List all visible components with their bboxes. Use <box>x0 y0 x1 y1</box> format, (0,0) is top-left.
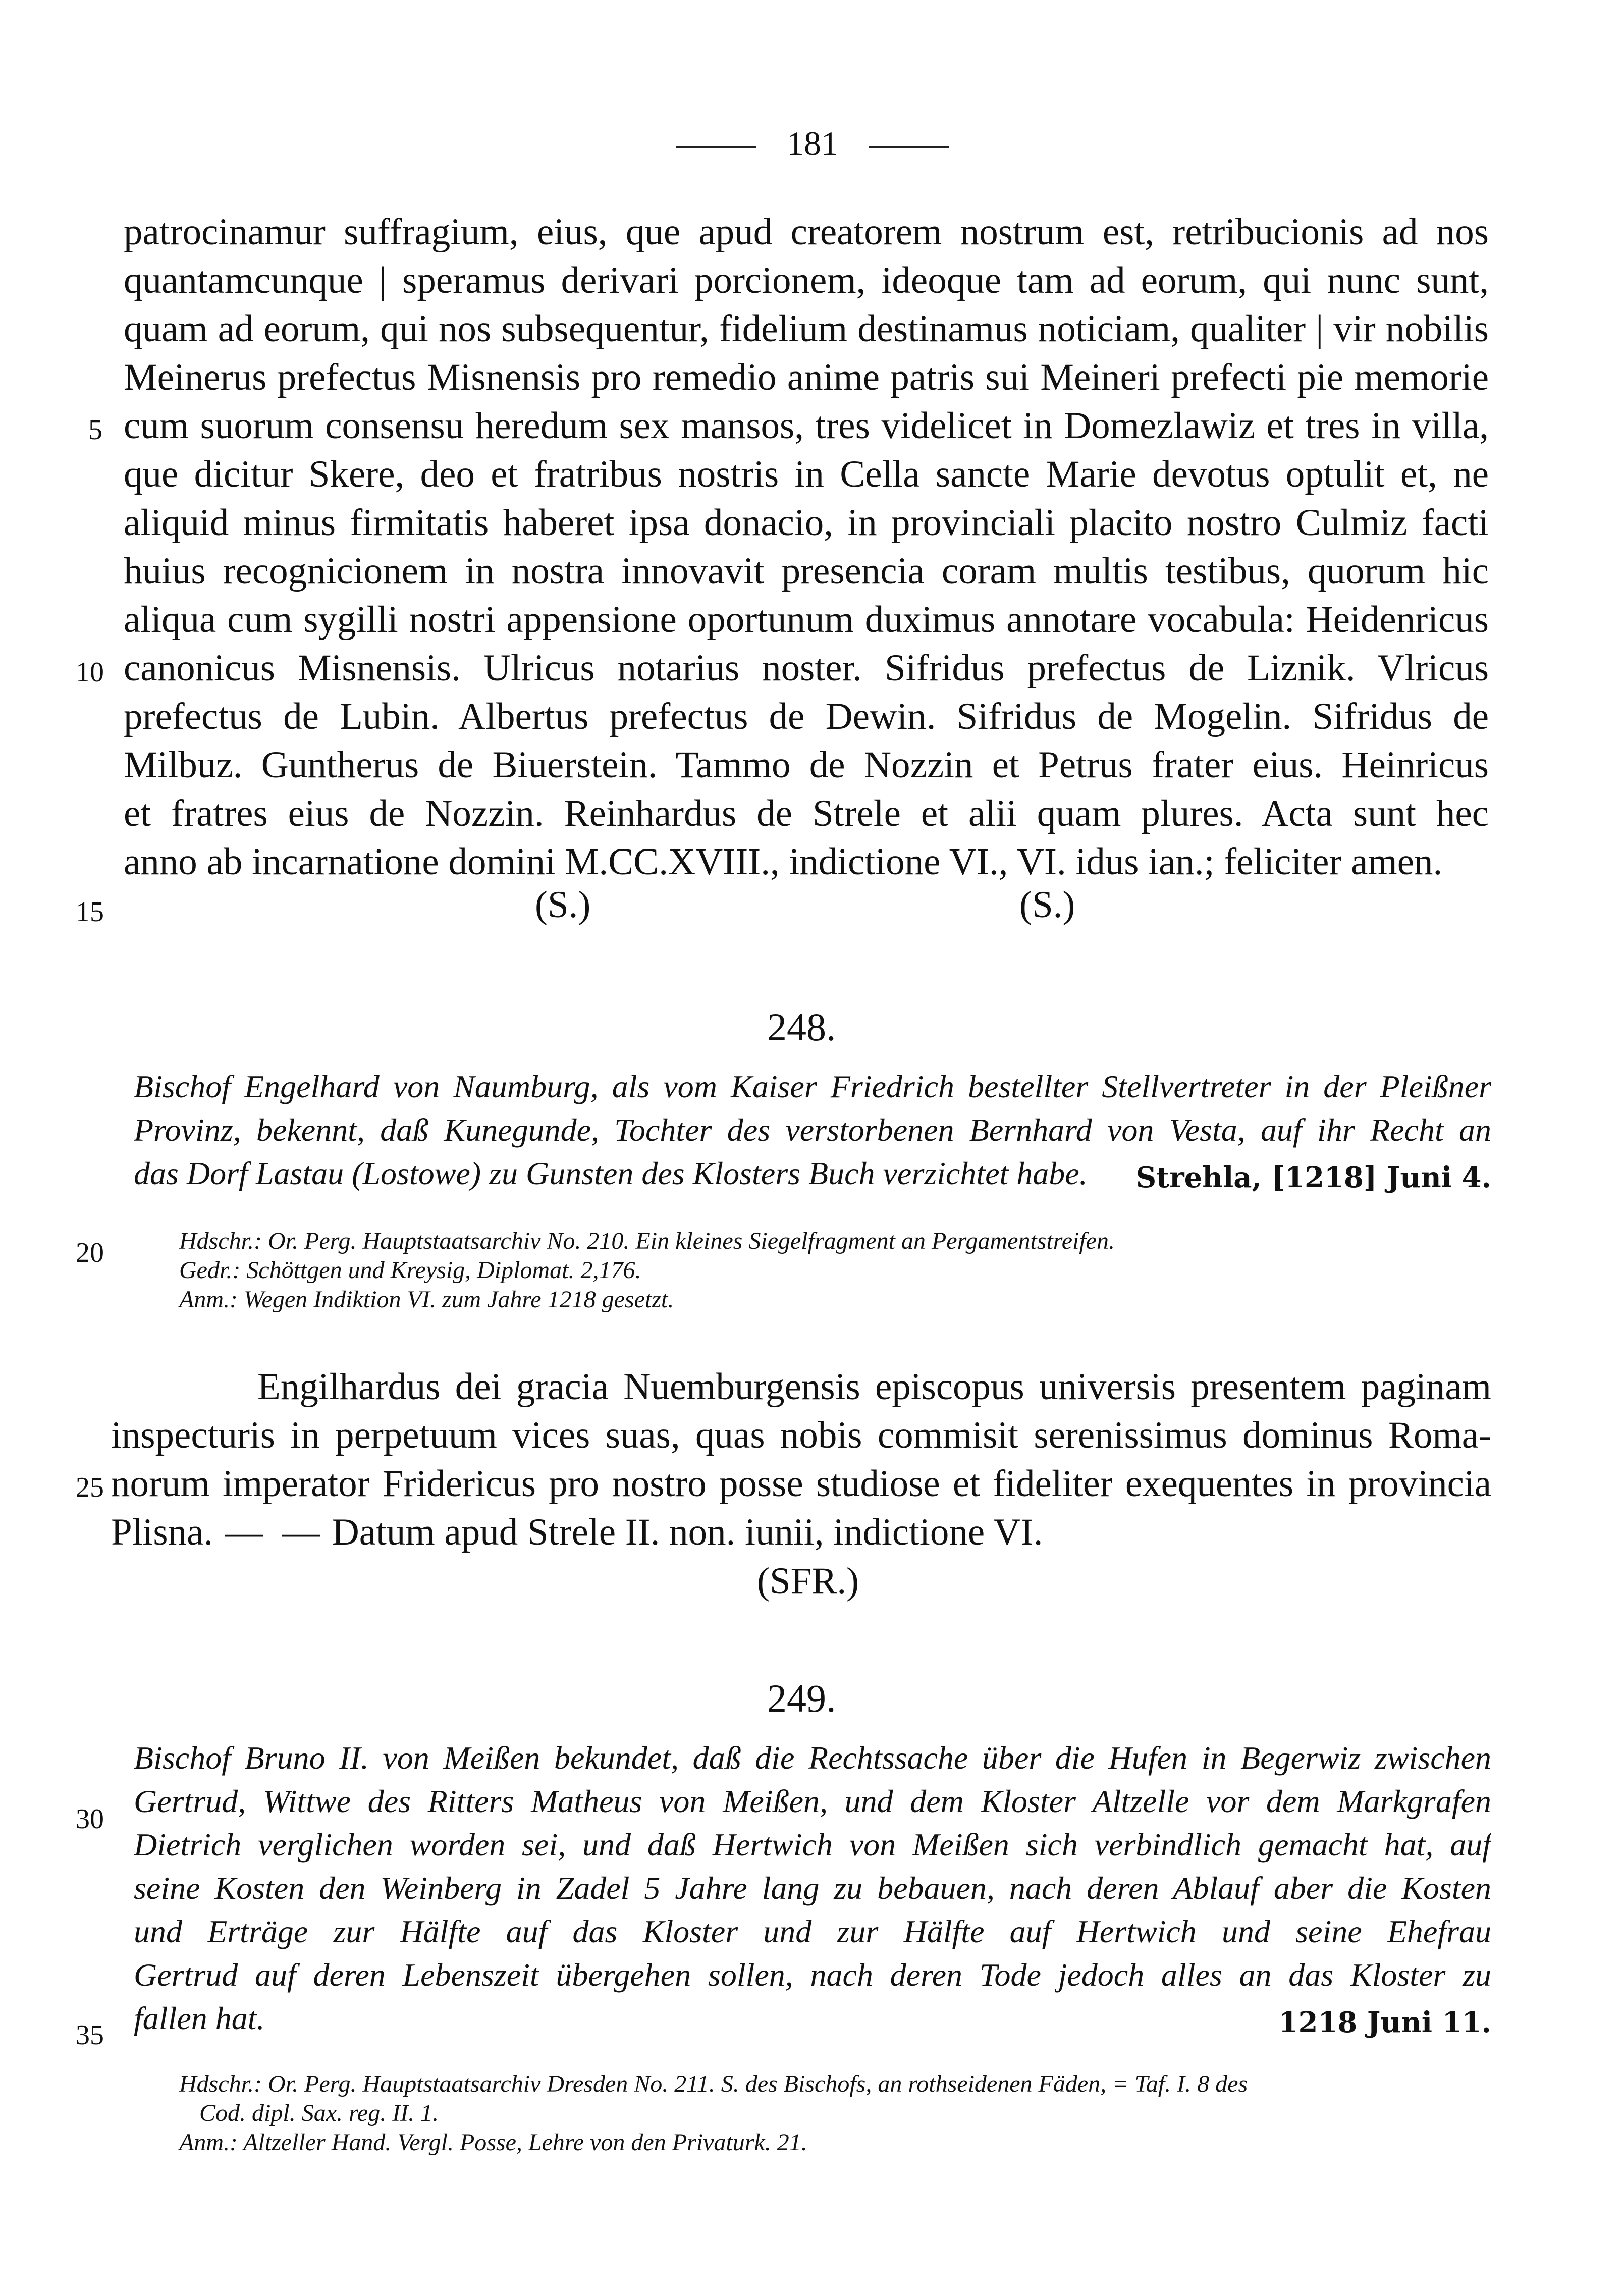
regest-line: fallen hat. 1218 Juni 11. <box>134 1997 1491 2040</box>
regest-line: Gertrud, Wittwe des Ritters Matheus von Meißen, und dem Kloster Altzelle vor dem Markgrafen <box>134 1783 1491 1819</box>
line-number: 10 <box>76 657 104 688</box>
text-line: aliquid minus firmitatis haberet ipsa donacio, in provinciali placito nostro Culmiz facti <box>124 502 1489 544</box>
seal-mark: (S.) <box>535 884 591 926</box>
line-number: 30 <box>76 1803 104 1835</box>
note-line: Hdschr.: Or. Perg. Hauptstaatsarchiv Dresden No. 211. S. des Bischofs, an rothseidenen Fäden, = Taf. I. 8 des <box>179 2070 1248 2097</box>
text-line: aliqua cum sygilli nostri appensione oportunum duximus annotare vocabula: Heidenricus <box>124 599 1489 641</box>
regest-line: das Dorf Lastau (Lostowe) zu Gunsten des Klosters Buch verzichtet habe. Strehla, [1218] Juni 4. <box>134 1152 1491 1195</box>
text-line: Engilhardus dei gracia Nuemburgensis episcopus universis presentem paginam <box>257 1366 1491 1408</box>
doc-date: 1218 Juni 11. <box>1278 2006 1491 2039</box>
line-number: 20 <box>76 1237 104 1268</box>
page-header <box>641 124 984 164</box>
doc248-notes <box>179 1227 1441 1314</box>
header-rule-left <box>676 146 756 148</box>
note-line: Anm.: Wegen Indiktion VI. zum Jahre 1218 gesetzt. <box>179 1286 674 1313</box>
prev-charter-text <box>124 208 1489 886</box>
text-line: patrocinamur suffragium, eius, que apud creatorem nostrum est, retribucionis ad nos <box>124 211 1489 253</box>
regest-line: Gertrud auf deren Lebenszeit übergehen sollen, nach deren Tode jedoch alles an das Kloster zu <box>134 1957 1491 1993</box>
em-dash: — — <box>225 1511 320 1553</box>
regest-line: Bischof Bruno II. von Meißen bekundet, daß die Rechtssache über die Hufen in Begerwiz zwischen <box>134 1740 1491 1776</box>
place-date: Strehla, [1218] Juni 4. <box>1135 1161 1491 1194</box>
text-line: cum suorum consensu heredum sex mansos, tres videlicet in Domezlawiz et tres in villa, <box>124 405 1489 447</box>
doc-number-248: 248. <box>767 1005 836 1049</box>
text-line: Plisna. — — Datum apud Strele II. non. iunii, indictione VI. <box>111 1511 1043 1553</box>
text-line: norum imperator Fridericus pro nostro posse studiose et fideliter exequentes in provincia <box>111 1463 1491 1505</box>
header-rule-right <box>869 146 949 148</box>
text-line: que dicitur Skere, deo et fratribus nostris in Cella sancte Marie devotus optulit et, ne <box>124 453 1489 495</box>
text-line: Meinerus prefectus Misnensis pro remedio anime patris sui Meineri prefecti pie memorie <box>124 356 1489 398</box>
text-line: huius recognicionem in nostra innovavit presencia coram multis testibus, quorum hic <box>124 550 1489 592</box>
text-line: canonicus Misnensis. Ulricus notarius noster. Sifridus prefectus de Liznik. Vlricus <box>124 647 1489 689</box>
text-line: quantamcunque | speramus derivari porcionem, ideoque tam ad eorum, qui nunc sunt, <box>124 259 1489 301</box>
line-number: 35 <box>76 2020 104 2051</box>
line-number: 15 <box>76 896 104 928</box>
note-line: Gedr.: Schöttgen und Kreysig, Diplomat. 2,176. <box>179 1257 641 1284</box>
text-line: et fratres eius de Nozzin. Reinhardus de Strele et alii quam plures. Acta sunt hec <box>124 792 1489 834</box>
seal-mark: (SFR.) <box>757 1560 859 1602</box>
text-line: inspecturis in perpetuum vices suas, quas nobis commisit serenissimus dominus Roma- <box>111 1414 1491 1456</box>
doc248-text <box>111 1363 1491 1557</box>
doc248-regest <box>134 1065 1491 1195</box>
regest-line: Provinz, bekennt, daß Kunegunde, Tochter des verstorbenen Bernhard von Vesta, auf ihr Recht an <box>134 1112 1491 1148</box>
seal-mark: (S.) <box>1019 884 1075 926</box>
page-number: 181 <box>787 124 838 163</box>
text-line: Milbuz. Guntherus de Biuerstein. Tammo de Nozzin et Petrus frater eius. Heinricus <box>124 744 1489 786</box>
regest-line: Dietrich verglichen worden sei, und daß Hertwich von Meißen sich verbindlich gemacht hat, auf <box>134 1827 1491 1863</box>
regest-line: seine Kosten den Weinberg in Zadel 5 Jahre lang zu bebauen, nach deren Ablauf aber die Kosten <box>134 1870 1491 1906</box>
regest-line: und Erträge zur Hälfte auf das Kloster und zur Hälfte auf Hertwich und seine Ehefrau <box>134 1914 1491 1949</box>
text-line: quam ad eorum, qui nos subsequentur, fidelium destinamus noticiam, qualiter | vir nobilis <box>124 308 1489 350</box>
doc-number-249: 249. <box>767 1676 836 1720</box>
note-line: Anm.: Altzeller Hand. Vergl. Posse, Lehre von den Privaturk. 21. <box>179 2129 807 2156</box>
doc249-regest <box>134 1736 1491 2040</box>
text-line: prefectus de Lubin. Albertus prefectus de Dewin. Sifridus de Mogelin. Sifridus de <box>124 696 1489 737</box>
doc249-notes <box>179 2069 1491 2157</box>
regest-line: Bischof Engelhard von Naumburg, als vom Kaiser Friedrich bestellter Stellvertreter in der Pleißner <box>134 1069 1491 1104</box>
note-line: Hdschr.: Or. Perg. Hauptstaatsarchiv No. 210. Ein kleines Siegelfragment an Pergamentstreifen. <box>179 1228 1115 1254</box>
note-line: Cod. dipl. Sax. reg. II. 1. <box>199 2100 439 2127</box>
text-line: anno ab incarnatione domini M.CC.XVIII., indictione VI., VI. idus ian.; feliciter amen. <box>124 841 1443 883</box>
line-number: 5 <box>88 414 102 446</box>
line-number: 25 <box>76 1472 104 1503</box>
